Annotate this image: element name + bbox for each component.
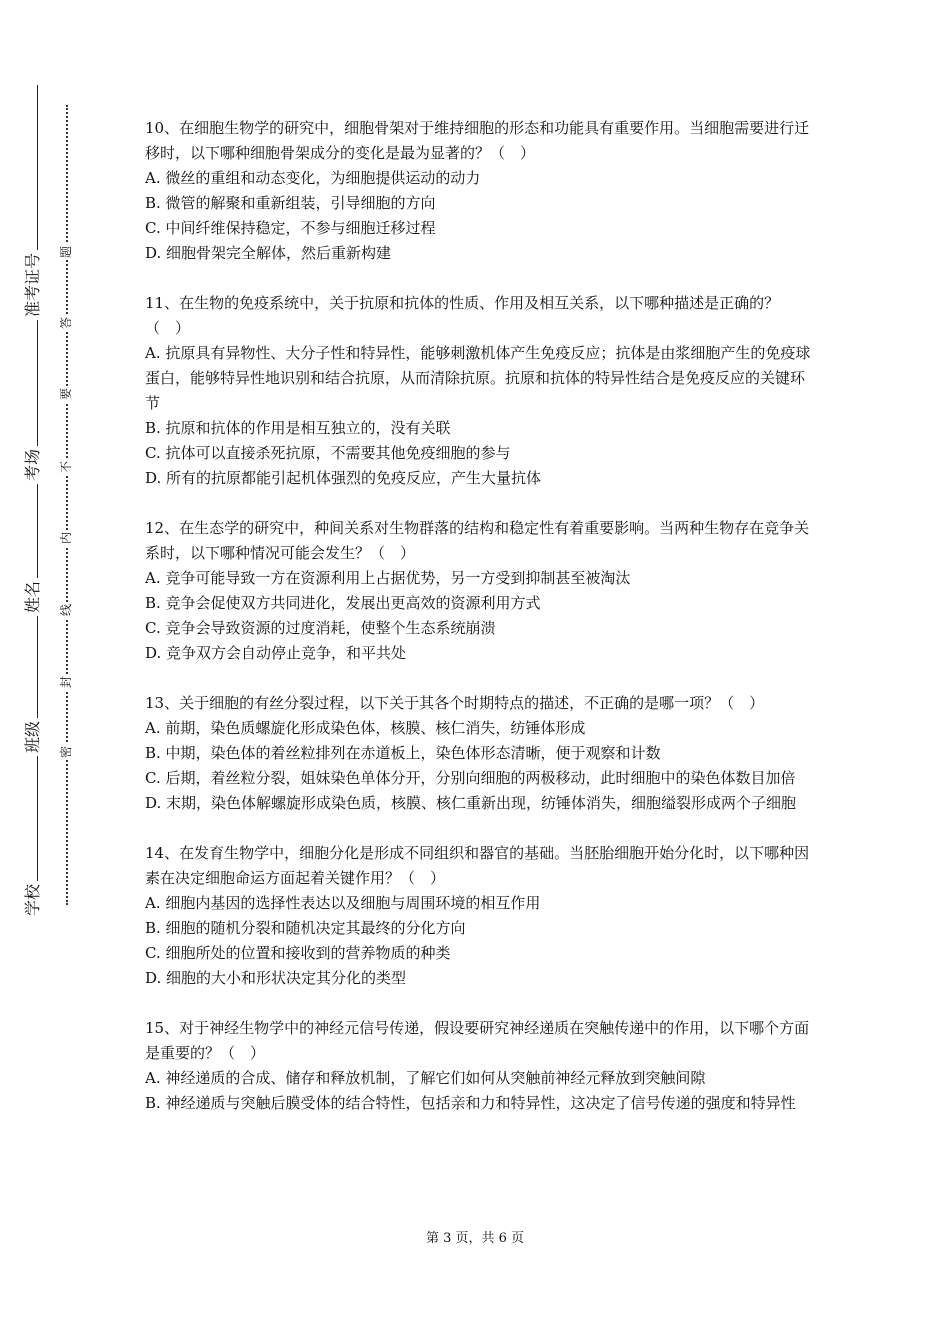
seal-char: 密 <box>59 745 73 759</box>
option-d: D. 所有的抗原都能引起机体强烈的免疫反应，产生大量抗体 <box>145 469 542 487</box>
option-a: A. 微丝的重组和动态变化，为细胞提供运动的动力 <box>145 169 481 187</box>
seal-char: 封 <box>59 675 73 689</box>
option-c: C. 中间纤维保持稳定，不参与细胞迁移过程 <box>145 219 436 237</box>
label-exam-number: 准考证号 <box>24 250 42 320</box>
option-a: A. 细胞内基因的选择性表达以及细胞与周围环境的相互作用 <box>145 894 541 912</box>
seal-char: 题 <box>59 245 73 259</box>
seal-char: 答 <box>59 316 73 330</box>
option-d: D. 细胞的大小和形状决定其分化的类型 <box>145 969 407 987</box>
question-stem: 15、对于神经生物学中的神经元信号传递，假设要研究神经递质在突触传递中的作用，以下哪个方面是重要的？（ ） <box>145 1019 810 1062</box>
seal-char: 不 <box>59 460 73 474</box>
option-a: A. 抗原具有异物性、大分子性和特异性，能够刺激机体产生免疫反应；抗体是由浆细胞产生的免疫球蛋白，能够特异性地识别和结合抗原，从而清除抗原。抗原和抗体的特异性结合是免疫反应的关键环节 <box>145 344 811 412</box>
option-d: D. 竞争双方会自动停止竞争，和平共处 <box>145 644 407 662</box>
option-c: C. 竞争会导致资源的过度消耗，使整个生态系统崩溃 <box>145 619 496 637</box>
label-exam-room: 考场 <box>24 446 42 484</box>
binding-strip <box>0 0 110 1344</box>
question-list <box>145 116 815 1141</box>
option-c: C. 抗体可以直接杀死抗原，不需要其他免疫细胞的参与 <box>145 444 511 462</box>
question-stem: 14、在发育生物学中，细胞分化是形成不同组织和器官的基础。当胚胎细胞开始分化时，以下哪种因素在决定细胞命运方面起着关键作用？（ ） <box>145 844 810 887</box>
seal-char: 线 <box>59 603 73 617</box>
question-11 <box>145 291 815 491</box>
question-13 <box>145 691 815 816</box>
seal-char: 要 <box>59 387 73 401</box>
binding-solid-line <box>37 85 38 910</box>
label-name: 姓名 <box>24 578 42 616</box>
label-school: 学校 <box>24 881 42 919</box>
question-15 <box>145 1016 815 1116</box>
option-c: C. 后期，着丝粒分裂，姐妹染色单体分开，分别向细胞的两极移动，此时细胞中的染色体数目加倍 <box>145 769 796 787</box>
option-b: B. 神经递质与突触后膜受体的结合特性，包括亲和力和特异性，这决定了信号传递的强度和特异性 <box>145 1094 796 1112</box>
option-a: A. 竞争可能导致一方在资源利用上占据优势，另一方受到抑制甚至被淘汰 <box>145 569 631 587</box>
question-14 <box>145 841 815 991</box>
option-b: B. 抗原和抗体的作用是相互独立的，没有关联 <box>145 419 451 437</box>
option-b: B. 竞争会促使双方共同进化，发展出更高效的资源利用方式 <box>145 594 541 612</box>
question-stem: 11、在生物的免疫系统中，关于抗原和抗体的性质、作用及相互关系，以下哪种描述是正确的？（ ） <box>145 294 780 337</box>
question-stem: 10、在细胞生物学的研究中，细胞骨架对于维持细胞的形态和功能具有重要作用。当细胞需要进行迁移时，以下哪种细胞骨架成分的变化是最为显著的？（ ） <box>145 119 810 162</box>
question-stem: 13、关于细胞的有丝分裂过程，以下关于其各个时期特点的描述，不正确的是哪一项？（ ） <box>145 694 765 712</box>
question-12 <box>145 516 815 666</box>
option-a: A. 前期，染色质螺旋化形成染色体，核膜、核仁消失，纺锤体形成 <box>145 719 586 737</box>
seal-dotted-line <box>66 105 68 905</box>
option-b: B. 细胞的随机分裂和随机决定其最终的分化方向 <box>145 919 466 937</box>
question-10 <box>145 116 815 266</box>
option-c: C. 细胞所处的位置和接收到的营养物质的种类 <box>145 944 451 962</box>
option-a: A. 神经递质的合成、储存和释放机制，了解它们如何从突触前神经元释放到突触间隙 <box>145 1069 706 1087</box>
label-class: 班级 <box>24 718 42 756</box>
option-b: B. 微管的解聚和重新组装，引导细胞的方向 <box>145 194 436 212</box>
seal-char: 内 <box>59 531 73 545</box>
option-d: D. 末期，染色体解螺旋形成染色质，核膜、核仁重新出现，纺锤体消失，细胞缢裂形成两个子细胞 <box>145 794 797 812</box>
option-b: B. 中期，染色体的着丝粒排列在赤道板上，染色体形态清晰，便于观察和计数 <box>145 744 661 762</box>
option-d: D. 细胞骨架完全解体，然后重新构建 <box>145 244 392 262</box>
page-number: 第 3 页，共 6 页 <box>425 1231 525 1246</box>
question-stem: 12、在生态学的研究中，种间关系对生物群落的结构和稳定性有着重要影响。当两种生物存在竞争关系时，以下哪种情况可能会发生？（ ） <box>145 519 810 562</box>
